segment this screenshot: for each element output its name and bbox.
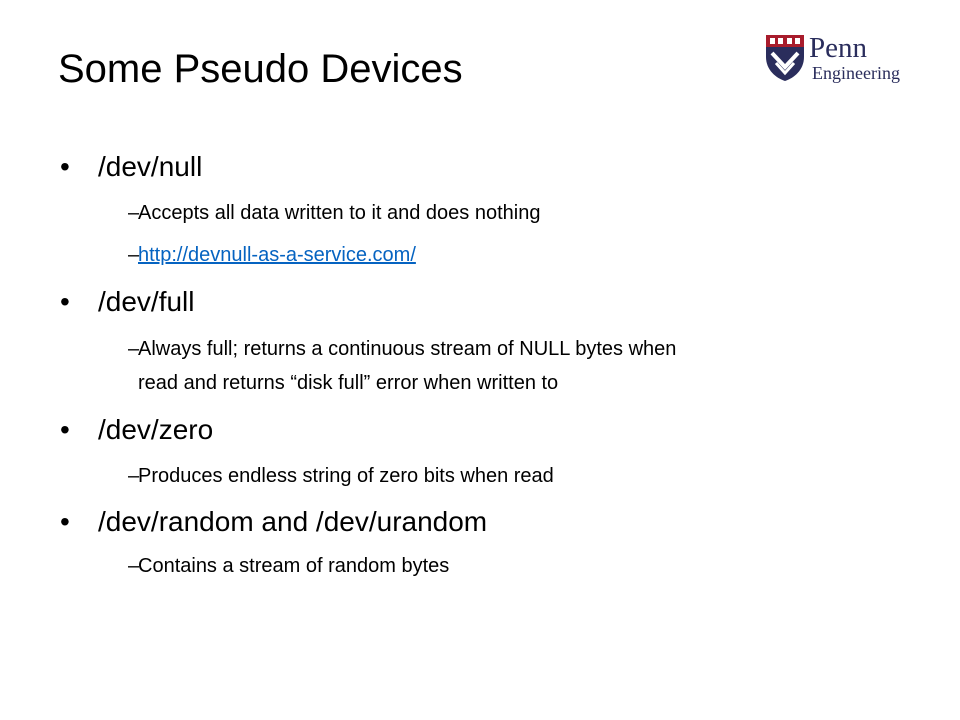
sub-bullet-text: Accepts all data written to it and does nothing — [138, 202, 541, 224]
dash-marker: – — [128, 465, 140, 487]
penn-shield-icon — [764, 33, 806, 83]
penn-engineering-logo — [764, 33, 914, 89]
devnull-link[interactable]: http://devnull-as-a-service.com/ — [138, 244, 416, 266]
sub-bullet-text: read and returns “disk full” error when written to — [138, 372, 559, 394]
bullet-text: /dev/full — [98, 286, 195, 317]
bullet-text: /dev/null — [98, 151, 203, 182]
sub-bullet-text: Contains a stream of random bytes — [138, 555, 450, 577]
bullet-marker: • — [60, 151, 70, 182]
dash-marker: – — [128, 202, 140, 224]
bullet-marker: • — [60, 506, 70, 537]
slide-title: Some Pseudo Devices — [58, 47, 463, 91]
sub-bullet-text: Produces endless string of zero bits when read — [138, 465, 554, 487]
logo-subtitle: Engineering — [812, 63, 900, 83]
bullet-marker: • — [60, 414, 70, 445]
dash-marker: – — [128, 244, 140, 266]
bullet-marker: • — [60, 286, 70, 317]
dash-marker: – — [128, 555, 140, 577]
sub-bullet-text: Always full; returns a continuous stream of NULL bytes when — [138, 338, 677, 360]
bullet-text: /dev/zero — [98, 414, 214, 445]
dash-marker: – — [128, 338, 140, 360]
bullet-text: /dev/random and /dev/urandom — [98, 506, 488, 537]
logo-word: Penn — [809, 32, 867, 64]
